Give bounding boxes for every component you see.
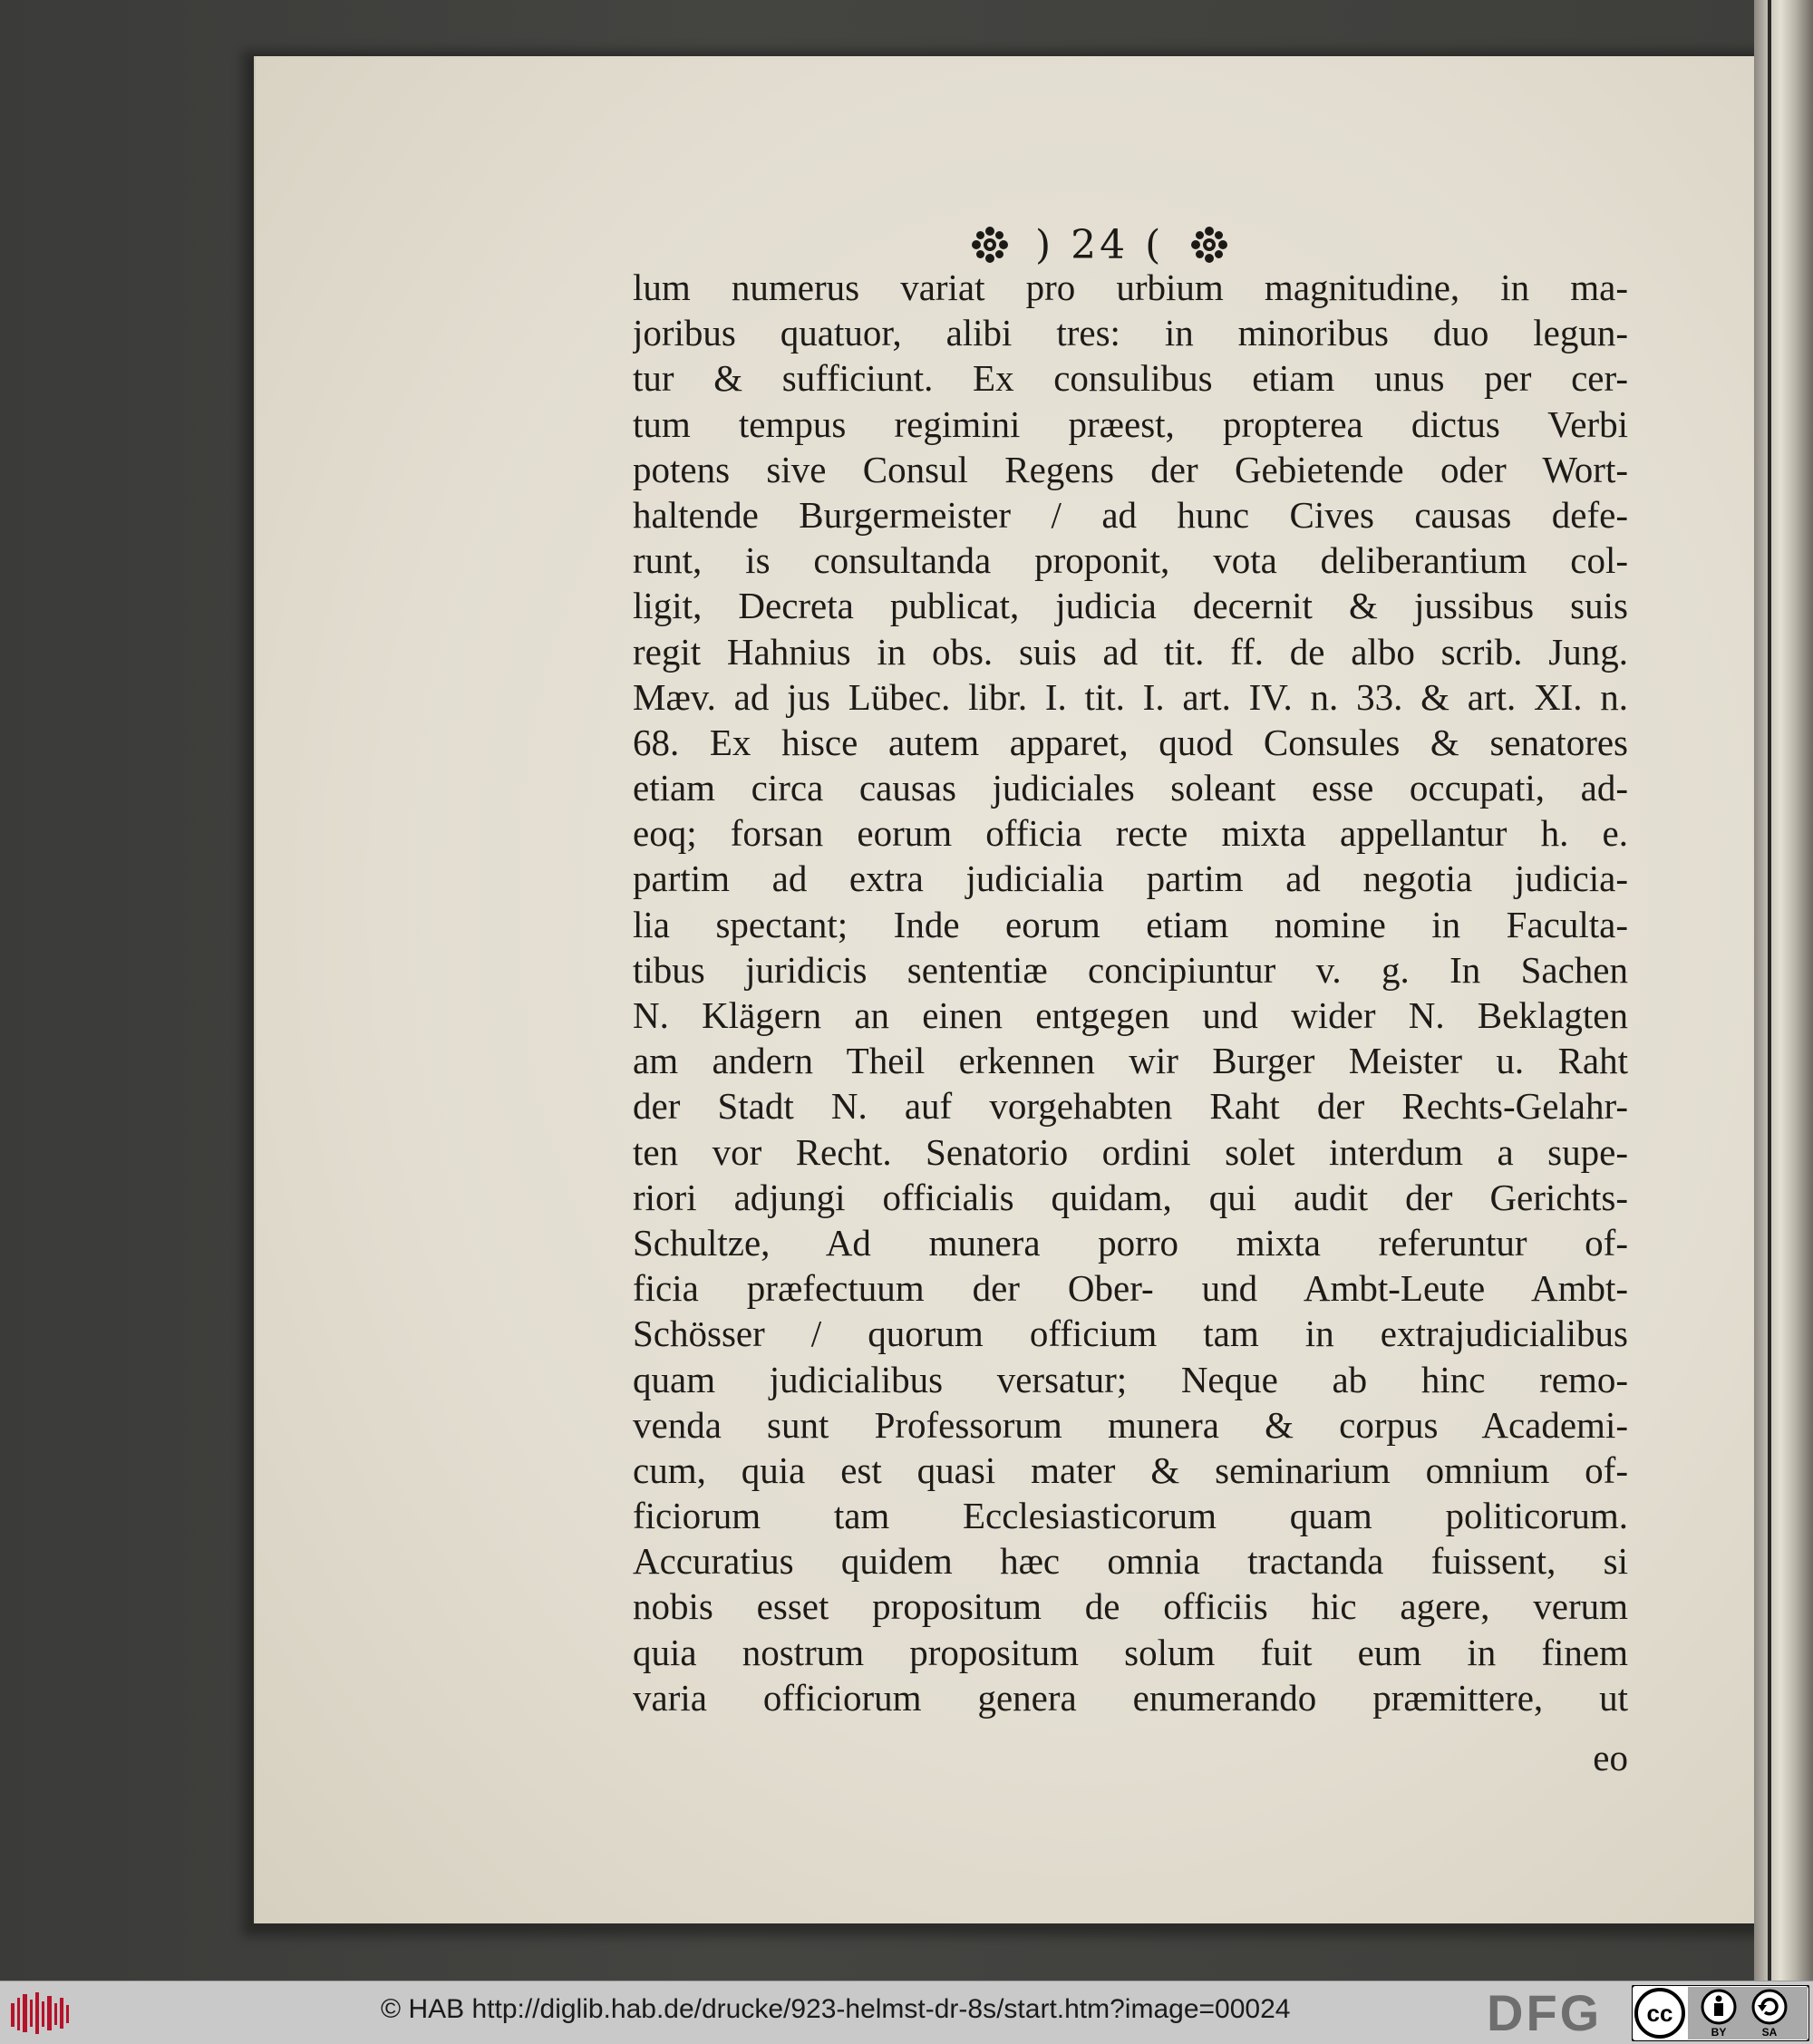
rosette-ornament-icon — [1189, 225, 1229, 265]
text-line: varia officiorum genera enumerando præmittere, ut — [633, 1676, 1628, 1719]
book-gutter-line — [1768, 0, 1771, 1981]
cc-label: cc — [1646, 2000, 1673, 2027]
sa-label: SA — [1761, 2026, 1778, 2039]
hab-barcode-logo-icon — [9, 1991, 74, 2036]
text-line: regit Hahnius in obs. suis ad tit. ff. de albo scrib. Jung. — [633, 630, 1628, 673]
text-line: N. Klägern an einen entgegen und wider N. Beklagten — [633, 994, 1628, 1036]
cc-by-sa-license-icon[interactable] — [1632, 1985, 1809, 2041]
text-line: partim ad extra judicialia partim ad negotia judicia- — [633, 857, 1628, 900]
copyright-link[interactable]: © HAB http://diglib.hab.de/drucke/923-helmst-dr-8s/start.htm?image=00024 — [381, 1994, 1291, 2024]
text-line: Mæv. ad jus Lübec. libr. I. tit. I. art. IV. n. 33. & art. XI. n. — [633, 675, 1628, 718]
text-line: am andern Theil erkennen wir Burger Meister u. Raht — [633, 1040, 1628, 1082]
catchword: eo — [1593, 1737, 1628, 1778]
rosette-ornament-icon — [970, 225, 1010, 265]
text-line: eoq; forsan eorum officia recte mixta appellantur h. e. — [633, 812, 1628, 855]
text-line: venda sunt Professorum munera & corpus Academi- — [633, 1403, 1628, 1446]
text-line: cum, quia est quasi mater & seminarium omnium of- — [633, 1448, 1628, 1491]
text-line: lia spectant; Inde eorum etiam nomine in Faculta- — [633, 903, 1628, 945]
text-line: Schösser / quorum officium tam in extrajudicialibus — [633, 1313, 1628, 1355]
page-body-text — [633, 265, 1628, 1720]
text-line: ficiorum tam Ecclesiasticorum quam politicorum. — [633, 1495, 1628, 1537]
text-line: lum numerus variat pro urbium magnitudine, in ma- — [633, 266, 1628, 308]
book-page-edge — [1754, 0, 1813, 1981]
text-line: ten vor Recht. Senatorio ordini solet interdum a supe- — [633, 1130, 1628, 1173]
text-line: joribus quatuor, alibi tres: in minoribus duo legun- — [633, 312, 1628, 354]
dfg-logo: DFG — [1487, 1984, 1603, 2041]
text-line: riori adjungi officialis quidam, qui audit der Gerichts- — [633, 1176, 1628, 1218]
text-line: Accuratius quidem hæc omnia tractanda fuissent, si — [633, 1540, 1628, 1583]
text-line: quam judicialibus versatur; Neque ab hinc remo- — [633, 1358, 1628, 1400]
text-line: ligit, Decreta publicat, judicia decernit & jussibus suis — [633, 585, 1628, 627]
text-line: etiam circa causas judiciales soleant esse occupati, ad- — [633, 767, 1628, 809]
text-line: Schultze, Ad munera porro mixta referuntur of- — [633, 1221, 1628, 1264]
text-line: runt, is consultanda proponit, vota deliberantium col- — [633, 539, 1628, 582]
text-line: tibus juridicis sententiæ concipiuntur v. g. In Sachen — [633, 948, 1628, 991]
text-line: tur & sufficiunt. Ex consulibus etiam unus per cer- — [633, 357, 1628, 400]
text-line: haltende Burgermeister / ad hunc Cives causas defe- — [633, 493, 1628, 536]
text-line: nobis esset propositum de officiis hic agere, verum — [633, 1585, 1628, 1628]
text-line: der Stadt N. auf vorgehabten Raht der Rechts-Gelahr- — [633, 1085, 1628, 1128]
text-line: quia nostrum propositum solum fuit eum in finem — [633, 1631, 1628, 1673]
page-number: ) 24 ( — [1035, 221, 1165, 268]
text-line: tum tempus regimini præest, propterea dictus Verbi — [633, 402, 1628, 445]
by-label: BY — [1711, 2026, 1727, 2039]
page-header — [970, 218, 1229, 272]
text-line: 68. Ex hisce autem apparet, quod Consules & senatores — [633, 721, 1628, 763]
viewer-footer — [0, 1981, 1813, 2044]
text-line: potens sive Consul Regens der Gebietende oder Wort- — [633, 448, 1628, 490]
text-line: ficia præfectuum der Ober- und Ambt-Leute Ambt- — [633, 1267, 1628, 1310]
